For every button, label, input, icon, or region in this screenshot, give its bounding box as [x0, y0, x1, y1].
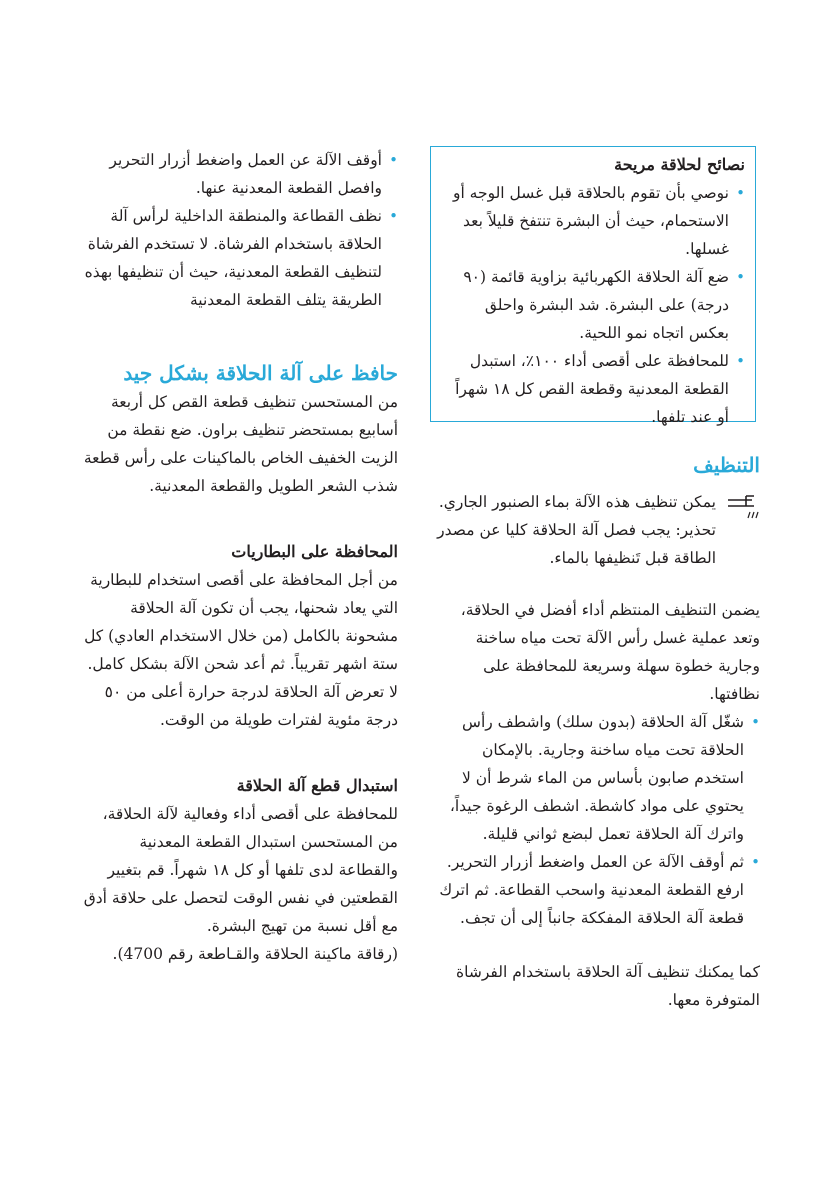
- list-item: • نظف القطاعة والمنطقة الداخلية لرأس آلة الحلاقة باستخدام الفرشاة. لا تستخدم الفرشاة لتنظيف القطعة المعدنية، حيث أن تنظيفها بهذه الطريقة يتلف القطعة المعدنية: [78, 202, 398, 314]
- part-note: (رقاقة ماكينة الحلاقة والقـاطعة رقم 4700).: [112, 945, 398, 963]
- battery-text: من أجل المحافظة على أقصى استخدام للبطارية التي يعاد شحنها، يجب أن تكون آلة الحلاقة مشحونة بالكامل (من خلال الاستخدام العادي) كل ستة اشهر تقريباً. ثم أعد شحن الآلة بشكل كامل. لا تعرض آلة الحلاقة لدرجة حرارة أعلى من ٥٠ درجة مئوية لفترات طويلة من الوقت.: [84, 571, 398, 729]
- maintain-heading: حافظ على آلة الحلاقة بشكل جيد: [123, 361, 398, 385]
- brush-note: كما يمكنك تنظيف آلة الحلاقة باستخدام الفرشاة المتوفرة معها.: [456, 963, 760, 1009]
- bullet-icon: •: [736, 184, 745, 202]
- bullet-icon: •: [751, 853, 760, 871]
- list-item: • ثم أوقف الآلة عن العمل واضغط أزرار التحرير. ارفع القطعة المعدنية واسحب القطاعة. ثم اترك قطعة آلة الحلاقة المفككة جانباً إلى أن تجف.: [430, 848, 760, 932]
- warning-line-2: تحذير: يجب فصل آلة الحلاقة كليا عن مصدر الطاقة قبل تَنظيفها بالماء.: [437, 521, 716, 567]
- list-item: • شغّل آلة الحلاقة (بدون سلك) واشطف رأس الحلاقة تحت مياه ساخنة وجارية. بالإمكان استخدم صابون بأساس من الماء شرط أن لا يحتوي على مواد كاشطة. اشطف الرغوة جيداً، واترك آلة الحلاقة تعمل لبضع ثواني قليلة.: [430, 708, 760, 848]
- tips-box: [430, 146, 756, 426]
- tips-list: [441, 179, 745, 431]
- list-item: • ضع آلة الحلاقة الكهربائية بزاوية قائمة (٩٠ درجة) على البشرة. شد البشرة واحلق بعكس اتجاه نمو اللحية.: [441, 263, 745, 347]
- bullet-icon: •: [736, 268, 745, 286]
- replace-text: للمحافظة على أقصى أداء وفعالية لآلة الحلاقة، من المستحسن استبدال القطعة المعدنية والقطاعة لدى تلفها أو كل ١٨ شهراً. قم بتغيير القطعتين في نفس الوقت لتحصل على حلاقة أدق مع أقل نسبة من تهيج البشرة.: [83, 805, 398, 935]
- bullet-icon: •: [389, 207, 398, 225]
- water-tap-icon: [724, 490, 760, 524]
- left-column: [78, 146, 398, 968]
- warning-line-1: يمكن تنظيف هذه الآلة بماء الصنبور الجاري.: [438, 493, 716, 511]
- battery-heading: المحافظة على البطاريات: [231, 542, 398, 561]
- replace-heading: استبدال قطع آلة الحلاقة: [236, 776, 398, 795]
- tips-title: نصائح لحلاقة مريحة: [614, 155, 745, 174]
- bullet-icon: •: [389, 151, 398, 169]
- cleaning-steps: [430, 708, 760, 932]
- cleaning-section: [430, 450, 760, 1014]
- bullet-icon: •: [751, 713, 760, 731]
- list-item: • للمحافظة على أقصى أداء ١٠٠٪، استبدل القطعة المعدنية وقطعة القص كل ١٨ شهراً أو عند تلفها.: [441, 347, 745, 431]
- cleaning-intro: يضمن التنظيف المنتظم أداء أفضل في الحلاقة، وتعد عملية غسل رأس الآلة تحت مياه ساخنة وجارية خطوة سهلة وسريعة للمحافظة على نظافتها.: [460, 601, 760, 703]
- list-item: • نوصي بأن تقوم بالحلاقة قبل غسل الوجه أو الاستحمام، حيث أن البشرة تنتفخ قليلاً بعد غسلها.: [441, 179, 745, 263]
- list-item: • أوقف الآلة عن العمل واضغط أزرار التحرير وافصل القطعة المعدنية عنها.: [78, 146, 398, 202]
- warning-block: [430, 488, 760, 516]
- maintain-text: من المستحسن تنظيف قطعة القص كل أربعة أسابيع بمستحضر تنظيف براون. ضع نقطة من الزيت الخفيف الخاص بالماكينات على رأس قطعة شذب الشعر الطويل والقطعة المعدنية.: [83, 393, 398, 495]
- brush-steps: [78, 146, 398, 314]
- cleaning-heading: التنظيف: [693, 453, 760, 477]
- bullet-icon: •: [736, 352, 745, 370]
